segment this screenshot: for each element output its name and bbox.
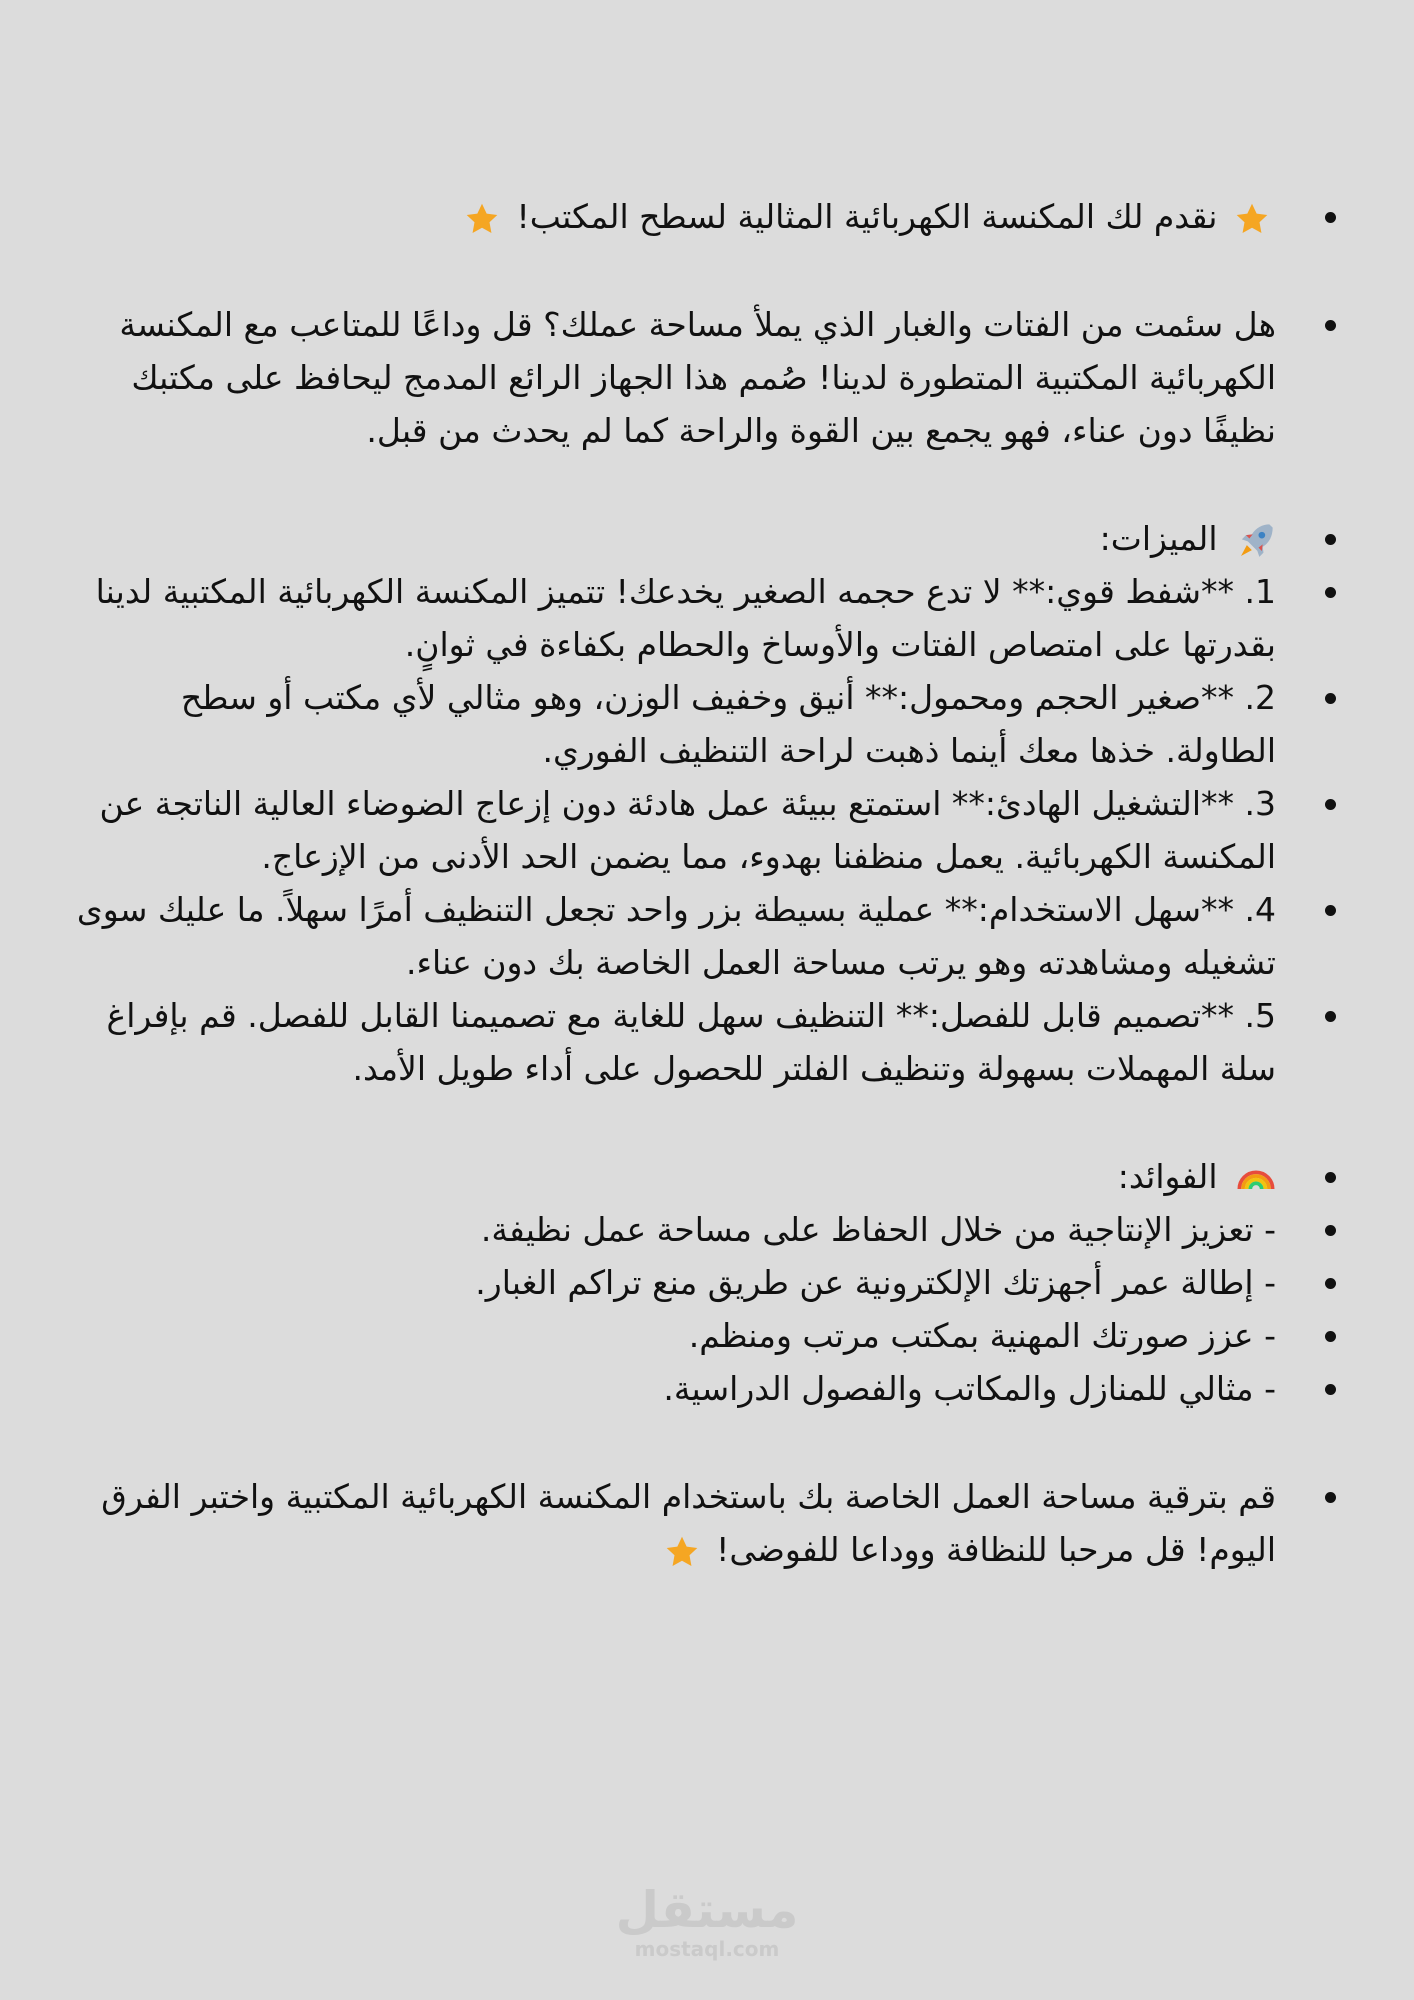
star-icon (464, 201, 500, 237)
feature-item (76, 565, 1276, 671)
description-text: هل سئمت من الفتات والغبار الذي يملأ مساحة عملك؟ قل وداعًا للمتاعب مع المكنسة الكهربائية المكتبية المتطورة لدينا! صُمم هذا الجهاز الرائع المدمج ليحافظ على مكتبك نظيفًا دون عناء، فهو يجمع بين القوة والراحة كما لم يحدث من قبل. (119, 305, 1276, 450)
feature-item (76, 777, 1276, 883)
feature-item (76, 989, 1276, 1095)
watermark-logo: مستقل (615, 1881, 799, 1939)
feature-item (76, 671, 1276, 777)
benefit-text: - مثالي للمنازل والمكاتب والفصول الدراسية. (663, 1369, 1276, 1408)
rocket-icon (1236, 521, 1276, 561)
benefit-item (76, 1203, 1276, 1256)
benefit-text: - تعزيز الإنتاجية من خلال الحفاظ على مساحة عمل نظيفة. (480, 1210, 1276, 1249)
feature-text: 1. **شفط قوي:** لا تدع حجمه الصغير يخدعك! تتميز المكنسة الكهربائية المكتبية لدينا بقدرتها على امتصاص الفتات والأوساخ والحطام بكفاءة في ثوانٍ. (95, 572, 1276, 664)
feature-item (76, 883, 1276, 989)
document-body (76, 190, 1276, 1576)
feature-text: 4. **سهل الاستخدام:** عملية بسيطة بزر واحد تجعل التنظيف أمرًا سهلاً. ما عليك سوى تشغيله ومشاهدته وهو يرتب مساحة العمل الخاصة بك دون عناء. (76, 890, 1276, 982)
benefit-text: - عزز صورتك المهنية بمكتب مرتب ومنظم. (688, 1316, 1276, 1355)
feature-text: 3. **التشغيل الهادئ:** استمتع ببيئة عمل هادئة دون إزعاج الضوضاء العالية الناتجة عن المكنسة الكهربائية. يعمل منظفنا بهدوء، مما يضمن الحد الأدنى من الإزعاج. (99, 784, 1276, 876)
closing-item (76, 1470, 1276, 1576)
feature-text: 5. **تصميم قابل للفصل:** التنظيف سهل للغاية مع تصميمنا القابل للفصل. قم بإفراغ سلة المهملات بسهولة وتنظيف الفلتر للحصول على أداء طويل الأمد. (106, 996, 1276, 1088)
description-item (76, 298, 1276, 457)
star-icon (664, 1534, 700, 1570)
features-heading-text: الميزات: (1099, 519, 1218, 558)
feature-text: 2. **صغير الحجم ومحمول:** أنيق وخفيف الوزن، وهو مثالي لأي مكتب أو سطح الطاولة. خذها معك أينما ذهبت لراحة التنظيف الفوري. (180, 678, 1276, 770)
rainbow-icon (1236, 1159, 1276, 1199)
closing-text: قم بترقية مساحة العمل الخاصة بك باستخدام المكنسة الكهربائية المكتبية واختبر الفرق اليوم! قل مرحبا للنظافة ووداعا للفوضى! (101, 1477, 1276, 1569)
intro-item (76, 190, 1276, 243)
benefits-heading (76, 1150, 1276, 1203)
intro-text: نقدم لك المكنسة الكهربائية المثالية لسطح المكتب! (516, 197, 1218, 236)
features-heading (76, 512, 1276, 565)
watermark (0, 1882, 1414, 1960)
content-list (76, 190, 1276, 1576)
benefit-item (76, 1362, 1276, 1415)
watermark-url: mostaql.com (634, 1937, 780, 1961)
benefit-text: - إطالة عمر أجهزتك الإلكترونية عن طريق منع تراكم الغبار. (475, 1263, 1276, 1302)
benefit-item (76, 1309, 1276, 1362)
benefits-heading-text: الفوائد: (1117, 1157, 1218, 1196)
benefit-item (76, 1256, 1276, 1309)
star-icon (1234, 201, 1270, 237)
